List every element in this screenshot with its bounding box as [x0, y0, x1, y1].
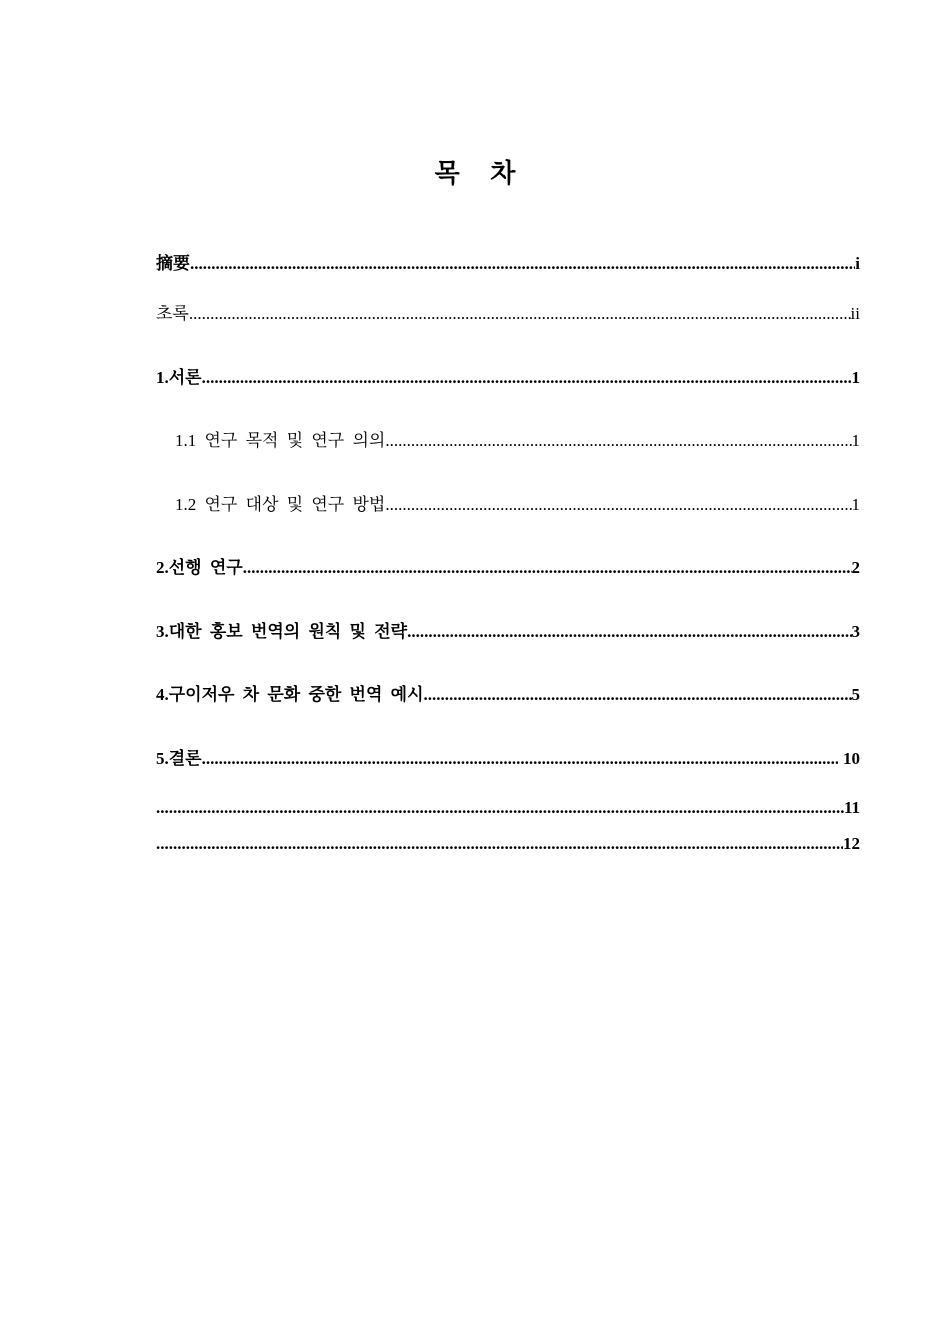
toc-entry-chapter-1[interactable] — [156, 367, 860, 389]
toc-entry-label: 1.1 연구 목적 및 연구 의의 — [175, 431, 386, 450]
dot-leader — [202, 748, 838, 770]
dot-leader — [243, 557, 852, 579]
toc-entry-page: ii — [850, 304, 860, 323]
toc-entry-page: i — [855, 254, 860, 273]
toc-entry-label: 1.2 연구 대상 및 연구 방법 — [175, 495, 386, 514]
toc-entry-chapter-3[interactable] — [156, 621, 860, 643]
toc-entry-chapter-5[interactable] — [156, 748, 860, 770]
toc-title: 목 차 — [434, 159, 528, 188]
toc-entry-page: 1 — [851, 368, 860, 387]
dot-leader — [190, 253, 855, 275]
toc-entry-label: 摘要 — [156, 254, 190, 273]
toc-entry-abstract-chinese[interactable] — [156, 253, 860, 275]
toc-entry-label: 4.구이저우 차 문화 중한 번역 예시 — [156, 685, 424, 704]
toc-entry-section-1-2[interactable] — [175, 494, 860, 516]
dot-leader — [189, 303, 851, 325]
toc-entry-abstract-korean[interactable] — [156, 303, 860, 325]
toc-entry-page: 2 — [851, 558, 860, 577]
toc-entry-chapter-2[interactable] — [156, 557, 860, 579]
dot-leader — [202, 367, 852, 389]
toc-entry-label: 초록 — [156, 304, 189, 323]
toc-entry-page: 11 — [843, 798, 860, 817]
dot-leader — [156, 797, 844, 819]
dot-leader — [424, 684, 852, 706]
dot-leader — [385, 430, 851, 452]
toc-entry-page: 5 — [851, 685, 860, 704]
toc-entry-page: 12 — [843, 834, 860, 853]
dot-leader — [385, 494, 851, 516]
toc-entry-label: 2.선행 연구 — [156, 558, 243, 577]
toc-entry-label: 3.대한 홍보 번역의 원칙 및 전략 — [156, 622, 408, 641]
dot-leader — [407, 621, 851, 643]
toc-entry-unlabeled-12[interactable] — [156, 833, 860, 855]
toc-entry-chapter-4[interactable] — [156, 684, 860, 706]
toc-entry-page: 10 — [843, 749, 860, 768]
toc-entry-page: 1 — [851, 431, 860, 450]
toc-entry-label: 1.서론 — [156, 368, 202, 387]
dot-leader — [156, 833, 843, 855]
toc-entry-unlabeled-11[interactable] — [156, 797, 860, 819]
toc-entry-page: 1 — [851, 495, 860, 514]
toc-entry-page: 3 — [851, 622, 860, 641]
toc-entry-label: 5.결론 — [156, 749, 202, 768]
toc-entry-section-1-1[interactable] — [175, 430, 860, 452]
